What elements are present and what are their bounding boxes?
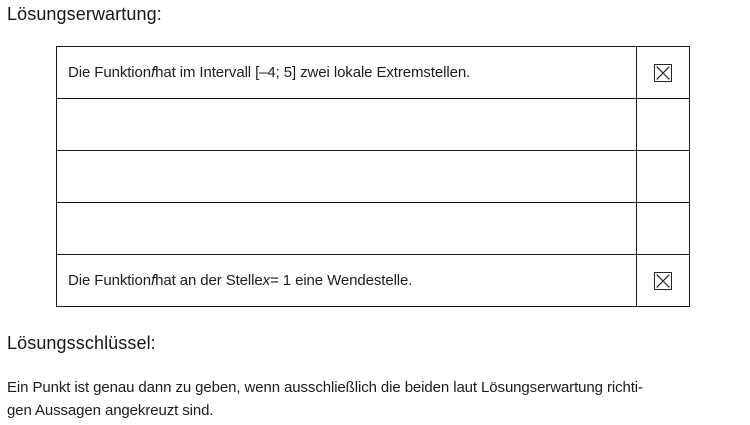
table-row [57, 255, 689, 306]
statement-cell [57, 255, 636, 306]
checked-checkbox-icon [654, 64, 672, 82]
heading-loesungsschluessel: Lösungsschlüssel: [7, 333, 156, 353]
table-row [57, 47, 689, 99]
heading-loesungserwartung: Lösungserwartung: [7, 4, 162, 24]
paragraph-line: gen Aussagen angekreuzt sind. [7, 402, 214, 419]
statement-cell [57, 99, 636, 150]
table-row [57, 151, 689, 203]
statement-text-segment: = 1 eine Wendestelle. [270, 272, 413, 289]
checkbox-cell [636, 203, 689, 254]
statement-text-segment: Die Funktion [68, 272, 152, 289]
statement-text-segment: Die Funktion [68, 64, 152, 81]
table-row [57, 99, 689, 151]
variable-italic: f [151, 64, 156, 81]
checked-checkbox-icon [654, 272, 672, 290]
statement-cell [57, 203, 636, 254]
statement-text-segment: hat im Intervall [–4; 5] zwei lokale Extremstellen. [155, 64, 471, 81]
paragraph-line: Ein Punkt ist genau dann zu geben, wenn ausschließlich die beiden laut Lösungserwartung richti- [7, 379, 643, 396]
statement-cell [57, 47, 636, 98]
statement-cell [57, 151, 636, 202]
checkbox-cell [636, 47, 689, 98]
statement-text-segment: hat an der Stelle [155, 272, 263, 289]
solution-key-paragraph [7, 376, 747, 422]
checkbox-cell [636, 151, 689, 202]
checkbox-cell [636, 255, 689, 306]
variable-italic: x [262, 272, 271, 289]
checkbox-cell [636, 99, 689, 150]
statement-table [56, 46, 690, 307]
variable-italic: f [151, 272, 156, 289]
table-row [57, 203, 689, 255]
